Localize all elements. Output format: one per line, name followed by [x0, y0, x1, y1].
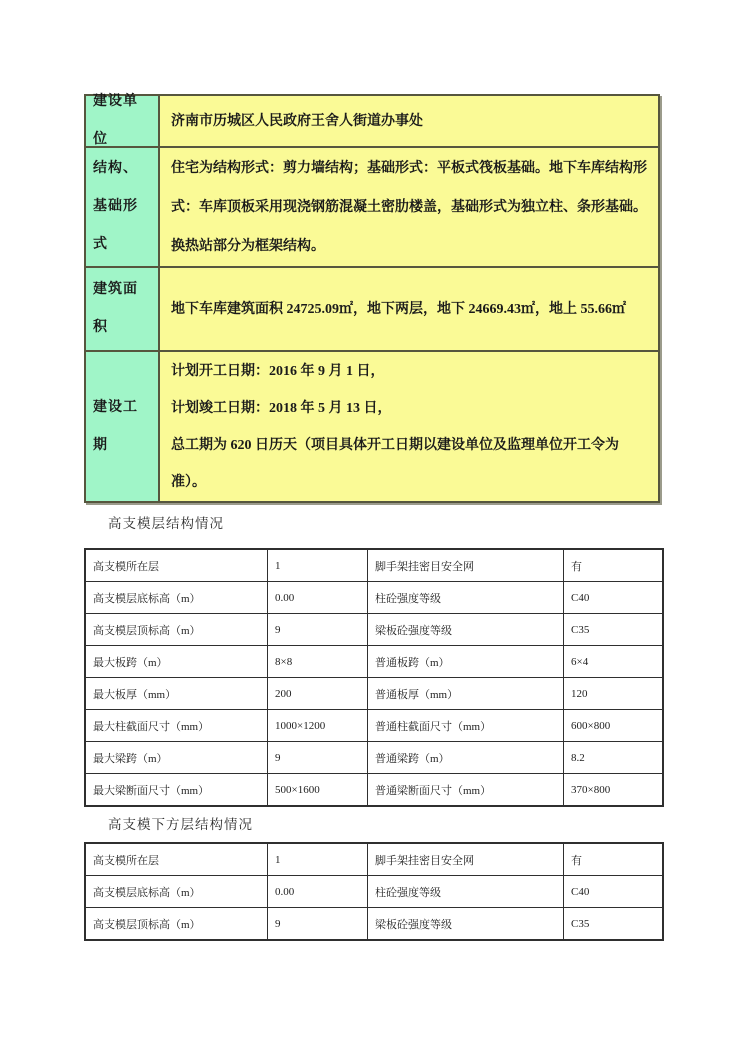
table-cell-value: 0.00: [268, 582, 368, 613]
table-row: [86, 844, 662, 876]
table-cell-label: 高支模所在层: [86, 844, 268, 875]
info-content-construction-unit: [160, 96, 658, 146]
info-text: 济南市历城区人民政府王舍人街道办事处: [171, 113, 423, 129]
table-cell-label: 柱砼强度等级: [368, 876, 564, 907]
hzm-below-structure-table: [84, 842, 664, 941]
project-info-table: [84, 94, 660, 503]
table-cell-label: 梁板砼强度等级: [368, 908, 564, 939]
info-row-structure-foundation: [86, 148, 658, 268]
table-cell-value: 1: [268, 844, 368, 875]
info-text: 地下车库建筑面积 24725.09㎡，地下两层，地下 24669.43㎡，地上 55.66㎡: [171, 301, 626, 317]
table-cell-value: 120: [571, 687, 588, 700]
table-cell-label: 普通板跨（m）: [368, 646, 564, 677]
table-cell-label: 脚手架挂密目安全网: [368, 844, 564, 875]
table-cell-value: 500×1600: [268, 774, 368, 805]
table-cell-value: 9: [268, 908, 368, 939]
table-cell-label: 高支模层顶标高（m）: [86, 908, 268, 939]
info-text-completion-date: 计划竣工日期：2018 年 5 月 13 日，: [171, 400, 392, 416]
table-cell-value: C35: [571, 917, 590, 930]
table-cell-value: 0.00: [268, 876, 368, 907]
section-title-hzm-below: 高支模下方层结构情况: [108, 817, 253, 832]
table-row: [86, 646, 662, 678]
info-row-building-area: [86, 268, 658, 352]
table-cell-value: C40: [571, 885, 590, 898]
info-content-building-area: [160, 268, 658, 350]
info-text: 住宅为结构形式：剪力墙结构；基础形式：平板式筏板基础。地下车库结构形式：车库顶板采用现浇钢筋混凝土密肋楼盖，基础形式为独立柱、条形基础。换热站部分为框架结构。: [171, 160, 647, 254]
table-cell-value: 1000×1200: [268, 710, 368, 741]
table-cell-value: 有: [571, 560, 582, 573]
table-row: [86, 742, 662, 774]
table-cell-label: 梁板砼强度等级: [368, 614, 564, 645]
table-cell-label: 最大梁跨（m）: [86, 742, 268, 773]
info-row-construction-unit: [86, 96, 658, 148]
info-row-construction-period: [86, 352, 658, 501]
table-cell-label: 最大梁断面尺寸（mm）: [86, 774, 268, 805]
table-cell-value: C40: [571, 591, 590, 604]
table-cell-value: 9: [268, 742, 368, 773]
table-cell-value: C35: [571, 623, 590, 636]
table-cell-label: 高支模层顶标高（m）: [86, 614, 268, 645]
table-cell-label: 高支模所在层: [86, 550, 268, 581]
table-cell-label: 最大板跨（m）: [86, 646, 268, 677]
table-row: [86, 550, 662, 582]
table-row: [86, 710, 662, 742]
table-row: [86, 582, 662, 614]
table-cell-value: 9: [268, 614, 368, 645]
table-cell-label: 普通柱截面尺寸（mm）: [368, 710, 564, 741]
info-text-start-date: 计划开工日期：2016 年 9 月 1 日，: [171, 363, 385, 379]
table-cell-label: 最大柱截面尺寸（mm）: [86, 710, 268, 741]
table-row: [86, 876, 662, 908]
table-cell-value: 1: [268, 550, 368, 581]
table-cell-label: 普通梁跨（m）: [368, 742, 564, 773]
table-cell-label: 最大板厚（mm）: [86, 678, 268, 709]
info-label-construction-unit: 建设单位: [86, 96, 160, 146]
table-cell-value: 600×800: [571, 719, 611, 732]
table-row: [86, 614, 662, 646]
info-content-construction-period: [160, 352, 658, 501]
table-cell-value: 有: [571, 854, 582, 867]
hzm-layer-structure-table: [84, 548, 664, 807]
table-row: [86, 678, 662, 710]
table-cell-label: 高支模层底标高（m）: [86, 876, 268, 907]
table-cell-value: 6×4: [571, 655, 589, 668]
table-cell-value: 370×800: [571, 783, 611, 796]
table-cell-label: 高支模层底标高（m）: [86, 582, 268, 613]
info-content-structure-foundation: [160, 148, 658, 266]
info-label-construction-period: 建设工期: [86, 352, 160, 501]
table-row: [86, 774, 662, 805]
info-label-structure-foundation: 结构、基础形式: [86, 148, 160, 266]
section-title-hzm-layer: 高支模层结构情况: [108, 516, 224, 531]
table-cell-label: 普通梁断面尺寸（mm）: [368, 774, 564, 805]
table-cell-label: 脚手架挂密目安全网: [368, 550, 564, 581]
info-text-total-duration: 总工期为 620 日历天（项目具体开工日期以建设单位及监理单位开工令为准）。: [171, 437, 619, 490]
table-cell-label: 普通板厚（mm）: [368, 678, 564, 709]
table-cell-value: 8.2: [571, 751, 585, 764]
info-label-building-area: 建筑面积: [86, 268, 160, 350]
table-cell-value: 200: [268, 678, 368, 709]
table-row: [86, 908, 662, 939]
table-cell-label: 柱砼强度等级: [368, 582, 564, 613]
table-cell-value: 8×8: [268, 646, 368, 677]
